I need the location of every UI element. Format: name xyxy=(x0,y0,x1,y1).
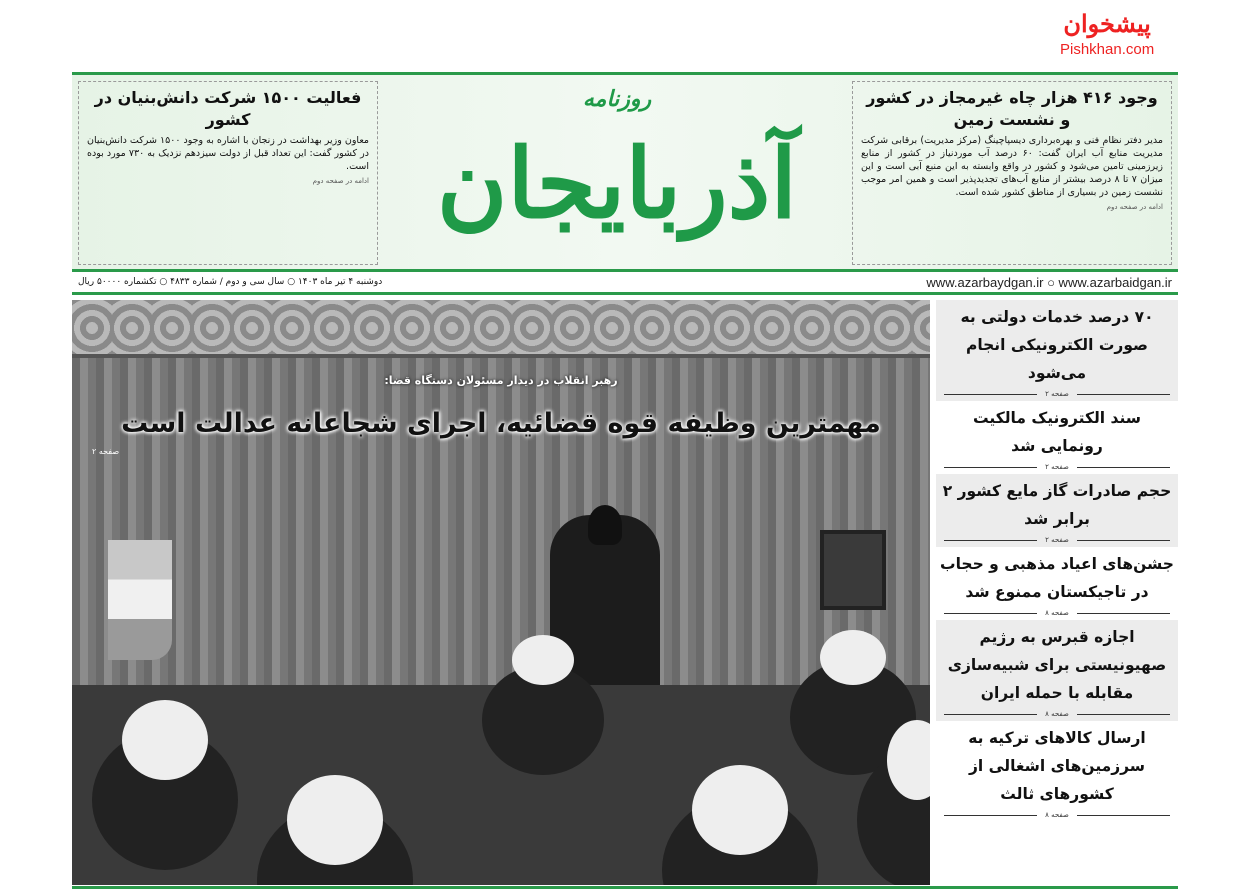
speaker-figure xyxy=(550,515,660,705)
info-strip xyxy=(72,269,1178,295)
page-ref: صفحه ۲ xyxy=(1037,536,1077,544)
item-title: ارسال کالاهای ترکیه به سرزمین‌های اشغالی از کشورهای ثالث xyxy=(968,729,1146,803)
sidebar-item[interactable] xyxy=(936,401,1178,474)
sidebar-item[interactable] xyxy=(936,300,1178,401)
audience xyxy=(72,685,930,885)
main-page-ref: صفحه ۲ xyxy=(92,447,120,456)
item-title: حجم صادرات گاز مایع کشور ۲ برابر شد xyxy=(942,482,1172,528)
watermark-fa: پیشخوان xyxy=(1063,9,1151,38)
item-title: سند الکترونیک مالکیت رونمایی شد xyxy=(972,409,1142,455)
page-ref: صفحه ۲ xyxy=(1037,463,1077,471)
main-photo[interactable] xyxy=(72,300,930,885)
newspaper-logo xyxy=(402,75,832,265)
teaser-illegal-wells[interactable] xyxy=(852,81,1172,265)
audience-head xyxy=(692,765,788,855)
page-ref: صفحه ۸ xyxy=(1037,710,1077,718)
page-ref: صفحه ۸ xyxy=(1037,811,1077,819)
sidebar-item[interactable] xyxy=(936,474,1178,547)
teaser-title: وجود ۴۱۶ هزار چاه غیرمجاز در کشور و نشست زمین xyxy=(866,88,1158,129)
teaser-title: فعالیت ۱۵۰۰ شرکت دانش‌بنیان در کشور xyxy=(94,88,362,129)
teaser-continued: ادامه در صفحه دوم xyxy=(312,177,369,185)
item-title: جشن‌های اعیاد مذهبی و حجاب در تاجیکستان ممنوع شد xyxy=(940,555,1174,601)
teaser-continued: ادامه در صفحه دوم xyxy=(1106,203,1163,211)
bottom-rule xyxy=(72,886,1178,889)
teaser-body: معاون وزیر بهداشت در زنجان با اشاره به وجود ۱۵۰۰ شرکت دانش‌بنیان در کشور گفت: این تعداد قبل از دولت سیزدهم نزدیک به ۷۳۰ مورد بوده است. xyxy=(87,135,370,172)
ornament-band xyxy=(72,300,930,358)
iran-flag xyxy=(108,540,172,660)
sidebar-item[interactable] xyxy=(936,721,1178,822)
masthead-header xyxy=(72,72,1178,294)
item-title: اجازه قبرس به رژیم صهیونیستی برای شبیه‌سازی مقابله با حمله ایران xyxy=(947,628,1167,702)
sidebar-item[interactable] xyxy=(936,620,1178,721)
teaser-knowledge-companies[interactable] xyxy=(78,81,378,265)
item-title: ۷۰ درصد خدمات دولتی به صورت الکترونیکی انجام می‌شود xyxy=(960,308,1154,382)
main-story-titles xyxy=(92,372,910,458)
watermark-en: Pishkhan.com xyxy=(1060,41,1155,58)
logo-sub: روزنامه xyxy=(582,87,652,112)
main-headline[interactable]: مهمترین وظیفه قوه قضائیه، اجرای شجاعانه عدالت است xyxy=(121,408,881,439)
audience-head xyxy=(512,635,574,685)
photo-supertitle: رهبر انقلاب در دیدار مسئولان دستگاه قضا: xyxy=(384,374,618,387)
teaser-body: مدیر دفتر نظام فنی و بهره‌برداری دیسپاچینگ (مرکز مدیریت) برقابی شرکت مدیریت منابع آب ایران گفت: ۶۰ درصد آب موردنیاز در کشور از منابع زیرزمینی تامین می‌شود و کشور در واقع وابسته به این منبع آبی است و این میزان ۷ تا ۸ درصد بیشتر از منابع آب‌های تجدیدپذیر است و همین امر موجب نشست زمین در بسیاری از مناطق کشور شده است. xyxy=(861,135,1164,198)
issue-date: دوشنبه ۴ تیر ماه ۱۴۰۳ ○ سال سی و دوم / شماره ۴۸۳۳ ○ تکشماره ۵۰۰۰۰ ریال xyxy=(78,277,383,287)
sidebar-item[interactable] xyxy=(936,547,1178,620)
logo-name: آذربایجان xyxy=(436,127,798,240)
page-ref: صفحه ۲ xyxy=(1037,390,1077,398)
page-ref: صفحه ۸ xyxy=(1037,609,1077,617)
pishkhan-watermark xyxy=(1060,8,1154,60)
audience-head xyxy=(287,775,383,865)
audience-head xyxy=(122,700,208,780)
audience-head xyxy=(820,630,886,685)
website-links[interactable]: www.azarbaydgan.ir ○ www.azarbaidgan.ir xyxy=(926,274,1172,290)
news-sidebar xyxy=(936,300,1178,885)
wall-portrait xyxy=(820,530,886,610)
